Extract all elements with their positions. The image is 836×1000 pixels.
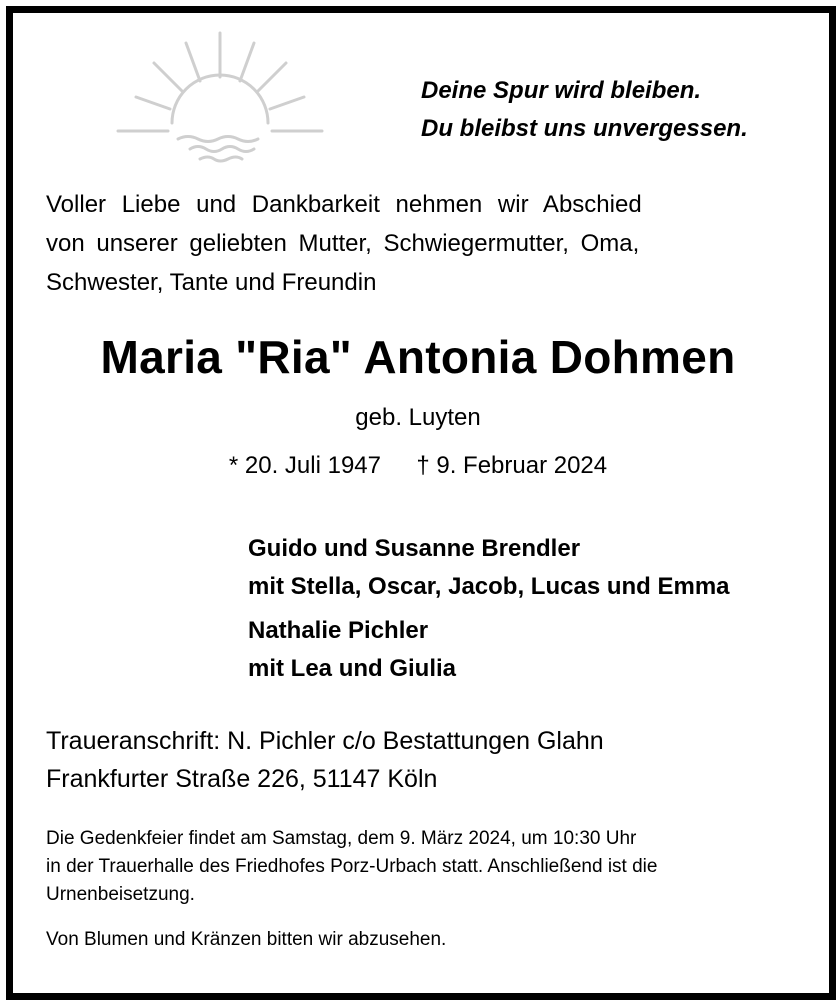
intro-line-2: von unserer geliebten Mutter, Schwiegermutter, Oma, (46, 230, 640, 257)
mourning-address (46, 722, 604, 798)
motto-line-2: Du bleibst uns unvergessen. (421, 115, 748, 142)
intro-line-1 (46, 185, 791, 224)
notice-line-1: Die Gedenkfeier findet am Samstag, dem 9. März 2024, um 10:30 Uhr (46, 828, 637, 849)
intro-text (46, 185, 791, 302)
address-line-2: Frankfurter Straße 226, 51147 Köln (46, 765, 438, 793)
ceremony-notice (46, 825, 796, 909)
family-group-1-line-1: Guido und Susanne Brendler (248, 535, 581, 562)
birth-date: * 20. Juli 1947 (228, 452, 381, 479)
address-line-1: Traueranschrift: N. Pichler c/o Bestattungen Glahn (46, 727, 604, 755)
intro-line-1-text: Voller Liebe und Dankbarkeit nehmen wir Abschied (46, 191, 642, 218)
flowers-notice (46, 926, 446, 954)
deceased-name: Maria "Ria" Antonia Dohmen (100, 331, 736, 383)
notice-line-4: Von Blumen und Kränzen bitten wir abzusehen. (46, 929, 447, 950)
family-group-1-line-2: mit Stella, Oscar, Jacob, Lucas und Emma (248, 573, 730, 600)
family-group-2-line-1: Nathalie Pichler (248, 617, 429, 644)
motto (421, 72, 748, 148)
birth-name: geb. Luyten (355, 404, 481, 431)
family-group-2 (248, 612, 456, 688)
death-date: † 9. Februar 2024 (416, 452, 608, 479)
family-group-1 (248, 530, 730, 606)
intro-line-3: Schwester, Tante und Freundin (46, 269, 377, 296)
notice-line-2: in der Trauerhalle des Friedhofes Porz-Urbach statt. Anschließend ist die (46, 856, 658, 877)
sun-over-water-icon (110, 25, 330, 175)
family-group-2-line-2: mit Lea und Giulia (248, 655, 457, 682)
motto-line-1: Deine Spur wird bleiben. (421, 77, 702, 104)
notice-line-3: Urnenbeisetzung. (46, 884, 195, 905)
life-dates (0, 452, 836, 480)
